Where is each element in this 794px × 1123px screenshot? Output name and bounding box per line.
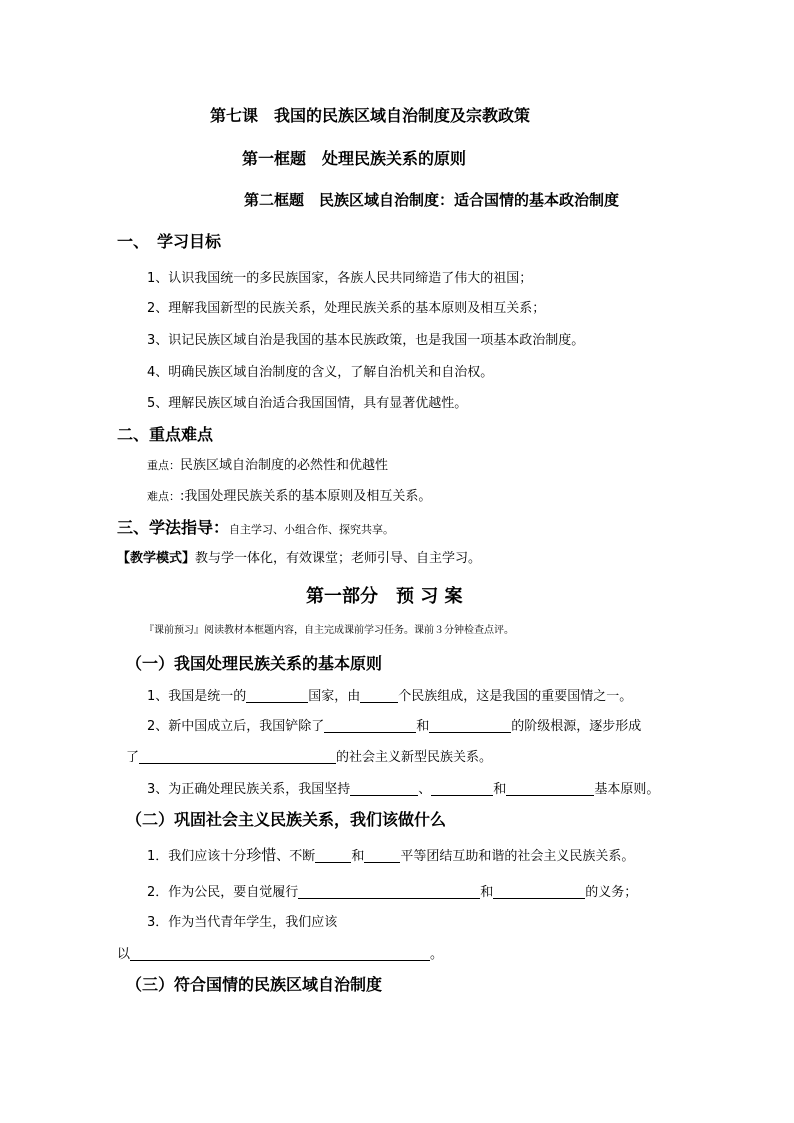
key-text: 民族区域自治制度的必然性和优越性 — [180, 458, 389, 473]
section2-q3-cont — [117, 947, 443, 961]
q-text: 平等团结互助和谐的社会主义民族关系。 — [400, 849, 635, 864]
key-label: 重点： — [147, 459, 180, 472]
goal-item: 2、理解我国新型的民族关系，处理民族关系的基本原则及相互关系； — [147, 301, 546, 316]
q-text: 和 — [351, 849, 365, 864]
goals-heading: 一、 学习目标 — [117, 232, 222, 251]
answer-blank[interactable] — [130, 947, 430, 961]
q-text: 和 — [480, 885, 494, 900]
q-text: 了 — [126, 750, 140, 765]
section1-q1 — [147, 689, 632, 703]
section3-heading: （三）符合国情的民族区域自治制度 — [126, 975, 383, 994]
key-point-line — [147, 459, 388, 472]
goal-item: 3、识记民族区域自治是我国的基本民族政策，也是我国一项基本政治制度。 — [147, 333, 585, 348]
section2-q2 — [147, 885, 637, 899]
section1-heading: （一）我国处理民族关系的基本原则 — [126, 654, 383, 673]
subtitle-2: 第二框题 民族区域自治制度：适合国情的基本政治制度 — [244, 191, 620, 209]
q-text: 2、新中国成立后，我国铲除了 — [147, 719, 325, 734]
answer-blank[interactable] — [360, 689, 398, 703]
section1-q2-cont — [126, 750, 492, 764]
q-text: 。 — [430, 947, 444, 962]
q-text: 3、为正确处理民族关系，我国坚持 — [147, 782, 351, 797]
section2-q3: 3．作为当代青年学生，我们应该 — [147, 915, 338, 930]
method-text: 自主学习、小组合作、探究共享。 — [229, 523, 395, 536]
key-points-heading: 二、重点难点 — [117, 425, 214, 444]
part1-title: 第一部分 预 习 案 — [306, 586, 463, 607]
q-text: 以 — [117, 947, 131, 962]
teaching-mode-text: 教与学一体化，有效课堂；老师引导、自主学习。 — [195, 551, 482, 566]
preview-note: 『课前预习』阅读教材本框题内容，自主完成课前学习任务。课前３分钟检查点评。 — [144, 625, 514, 636]
answer-blank[interactable] — [298, 885, 480, 899]
difficulty-text: :我国处理民族关系的基本原则及相互关系。 — [180, 489, 432, 504]
section1-q3 — [147, 782, 659, 796]
goal-item: 1、认识我国统一的多民族国家，各族人民共同缔造了伟大的祖国； — [147, 271, 533, 286]
q-text: 1．我们应该十分 — [147, 849, 247, 864]
difficulty-line — [147, 490, 431, 503]
answer-blank[interactable] — [493, 885, 585, 899]
q-text: 基本原则。 — [594, 782, 660, 797]
section1-q2 — [147, 719, 641, 733]
answer-blank[interactable] — [350, 782, 418, 796]
method-heading: 三、学法指导： — [117, 518, 230, 537]
goal-item: 4、明确民族区域自治制度的含义，了解自治机关和自治权。 — [147, 365, 494, 380]
answer-blank[interactable] — [324, 719, 416, 733]
q-text: 的阶级根源，逐步形成 — [511, 719, 642, 734]
lesson-title: 第七课 我国的民族区域自治制度及宗教政策 — [210, 106, 531, 125]
section2-heading: （二）巩固社会主义民族关系，我们该做什么 — [126, 810, 447, 829]
q-text: 和 — [493, 782, 507, 797]
teaching-mode-line — [117, 552, 481, 565]
q-text: 、不断 — [276, 849, 316, 864]
q-text: 个民族组成，这是我国的重要国情之一。 — [398, 689, 633, 704]
teaching-mode-label: 【教学模式】 — [117, 551, 196, 566]
q-text: 2．作为公民，要自觉履行 — [147, 885, 299, 900]
q-text: 1、我国是统一的 — [147, 689, 247, 704]
answer-blank[interactable] — [364, 849, 400, 863]
method-line — [117, 520, 394, 536]
answer-blank[interactable] — [506, 782, 594, 796]
q-text: 珍惜 — [246, 846, 277, 864]
difficulty-label: 难点： — [147, 490, 180, 503]
goal-item: 5、理解民族区域自治适合我国国情，具有显著优越性。 — [147, 396, 468, 411]
q-text: 的义务； — [585, 885, 638, 900]
answer-blank[interactable] — [315, 849, 351, 863]
subtitle-1: 第一框题 处理民族关系的原则 — [242, 149, 467, 168]
answer-blank[interactable] — [429, 719, 511, 733]
q-text: 国家，由 — [308, 689, 361, 704]
answer-blank[interactable] — [246, 689, 308, 703]
q-text: 、 — [418, 782, 432, 797]
q-text: 和 — [416, 719, 430, 734]
section2-q1 — [147, 848, 634, 863]
answer-blank[interactable] — [431, 782, 493, 796]
answer-blank[interactable] — [139, 750, 336, 764]
q-text: 的社会主义新型民族关系。 — [336, 750, 493, 765]
